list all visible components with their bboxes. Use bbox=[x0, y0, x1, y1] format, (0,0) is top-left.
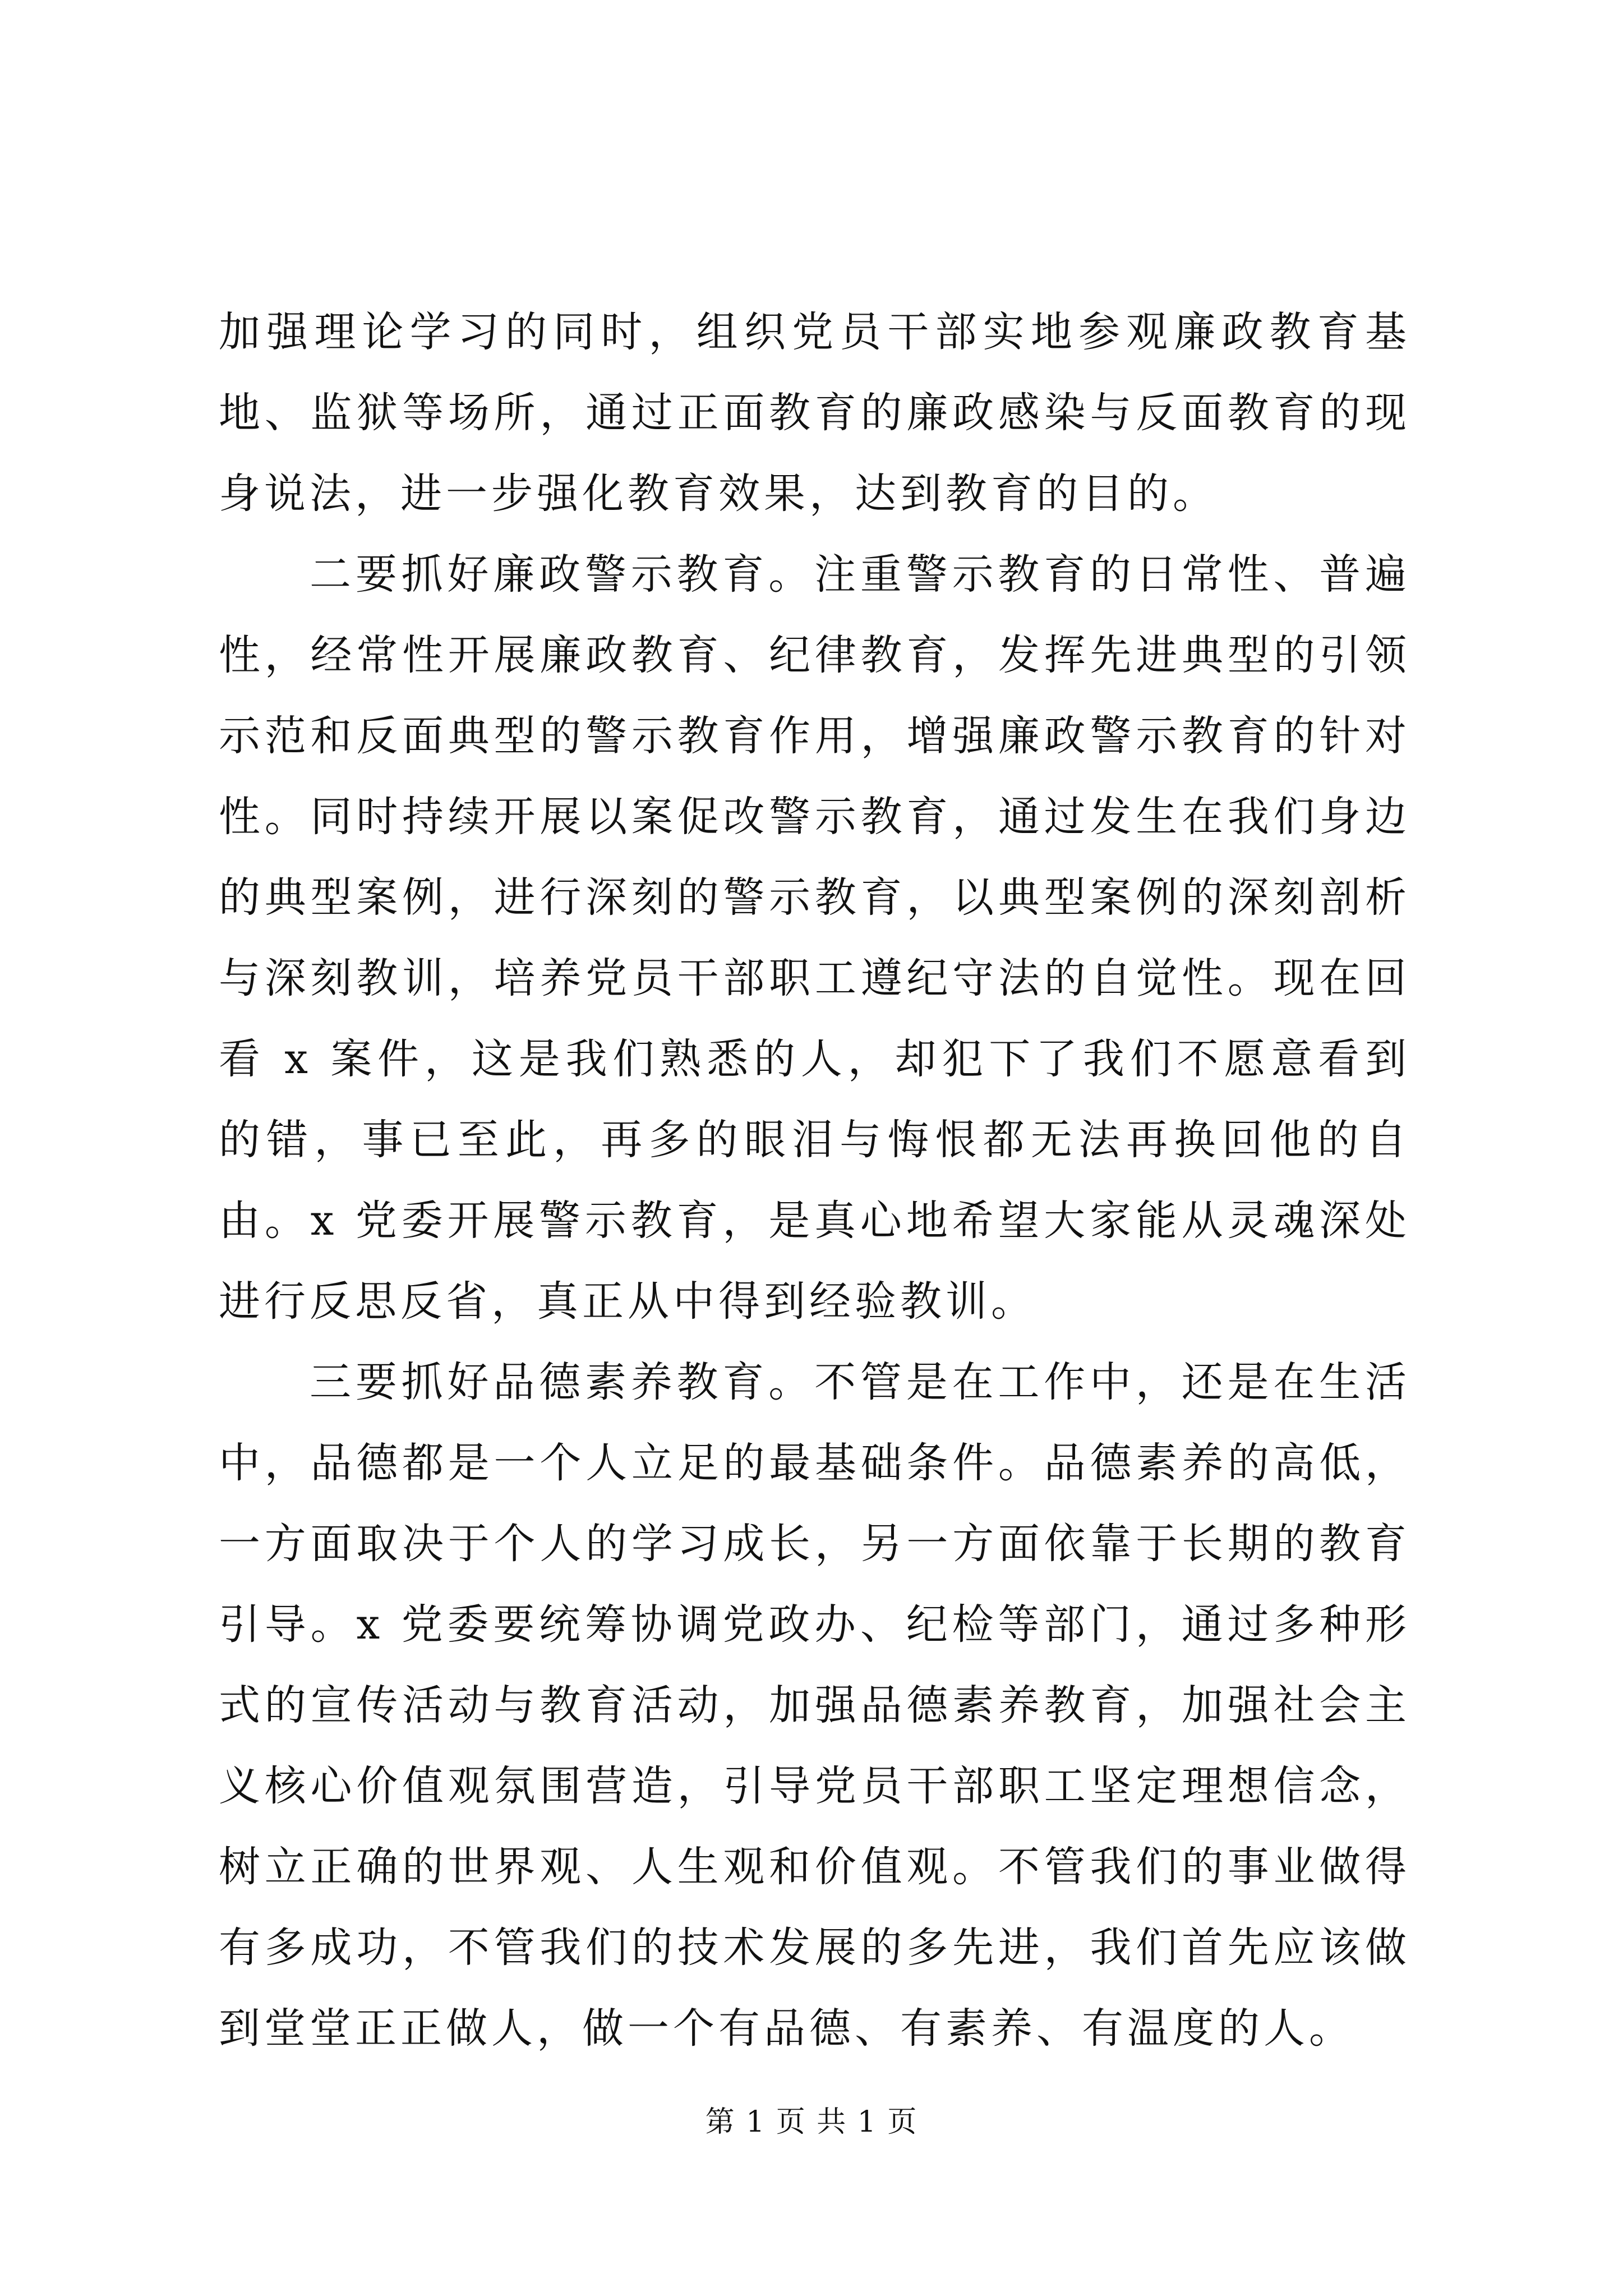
paragraph-2: 二要抓好廉政警示教育。注重警示教育的日常性、普遍性，经常性开展廉政教育、纪律教育，发挥先进典型的引领示范和反面典型的警示教育作用，增强廉政警示教育的针对性。同时持续开展以案促改警示教育，通过发生在我们身边的典型案例，进行深刻的警示教育，以典型案例的深刻剖析与深刻教训，培养党员干部职工遵纪守法的自觉性。现在回看 x 案件，这是我们熟悉的人，却犯下了我们不愿意看到的错，事已至此，再多的眼泪与悔恨都无法再换回他的自由。x 党委开展警示教育，是真心地希望大家能从灵魂深处进行反思反省，真正从中得到经验教训。 bbox=[219, 550, 1410, 1326]
page-footer: 第 1 页 共 1 页 bbox=[705, 2105, 918, 2139]
paragraph-1: 加强理论学习的同时，组织党员干部实地参观廉政教育基地、监狱等场所，通过正面教育的廉政感染与反面教育的现身说法，进一步强化教育效果，达到教育的目的。 bbox=[219, 308, 1410, 518]
paragraph-3: 三要抓好品德素养教育。不管是在工作中，还是在生活中，品德都是一个人立足的最基础条件。品德素养的高低，一方面取决于个人的学习成长，另一方面依靠于长期的教育引导。x 党委要统筹协调党政办、纪检等部门，通过多种形式的宣传活动与教育活动，加强品德素养教育，加强社会主义核心价值观氛围营造，引导党员干部职工坚定理想信念，树立正确的世界观、人生观和价值观。不管我们的事业做得有多成功，不管我们的技术发展的多先进，我们首先应该做到堂堂正正做人，做一个有品德、有素养、有温度的人。 bbox=[219, 1358, 1410, 2053]
document-body bbox=[219, 292, 1410, 2069]
